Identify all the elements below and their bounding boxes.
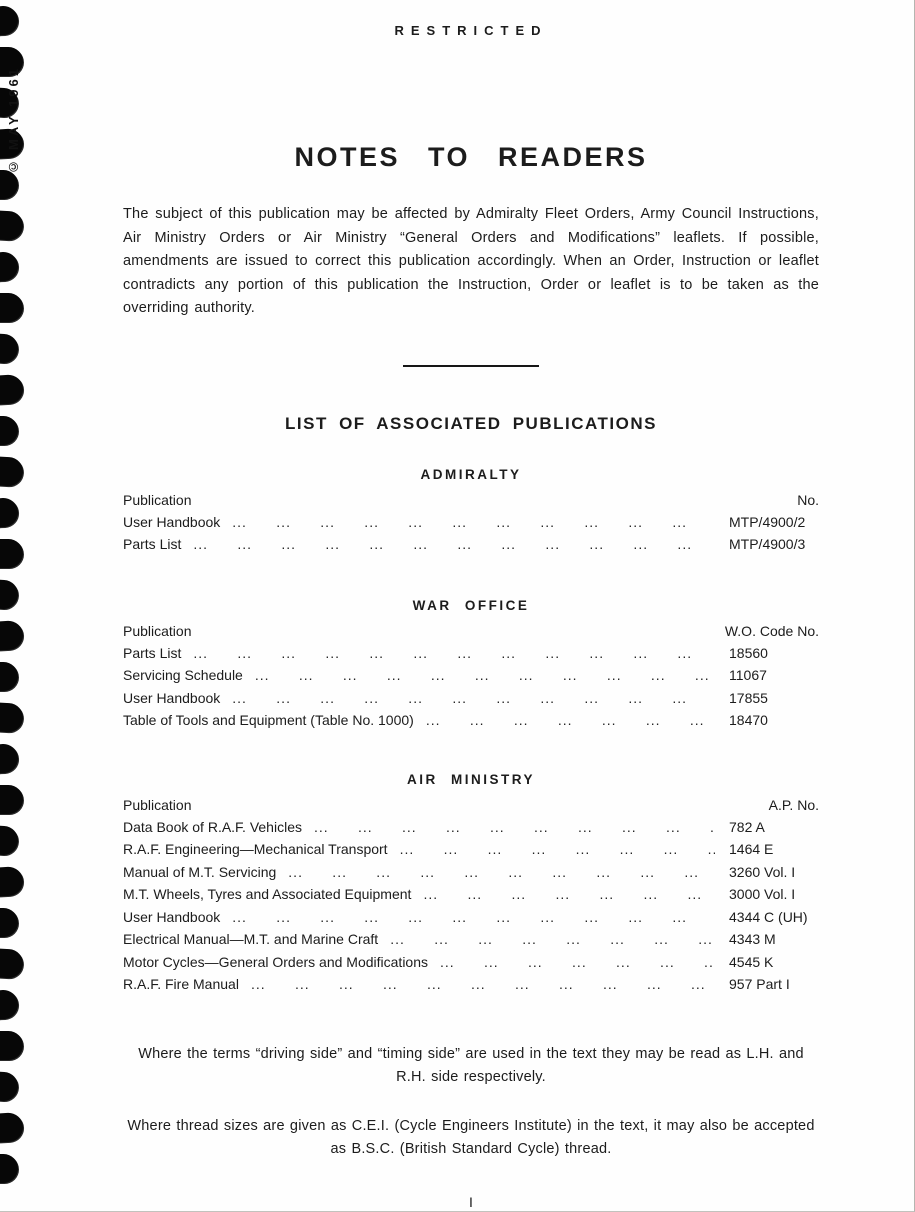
publication-title: R.A.F. Fire Manual (123, 976, 239, 992)
publication-row (123, 906, 819, 929)
column-number-label: W.O. Code No. (724, 622, 819, 639)
publication-row (123, 709, 819, 732)
publication-number: 18560 (729, 644, 768, 661)
publication-title: R.A.F. Engineering—Mechanical Transport (123, 841, 388, 857)
column-headers (123, 620, 819, 642)
publication-title: Data Book of R.A.F. Vehicles (123, 818, 302, 835)
binding-ring (0, 743, 19, 773)
binding-ring (0, 579, 19, 609)
publication-title: M.T. Wheels, Tyres and Associated Equipment (123, 886, 412, 902)
dot-leader (255, 664, 715, 687)
section-war-office (123, 598, 819, 732)
dot-leader (426, 709, 715, 732)
publication-row (123, 973, 819, 996)
binding-ring (0, 785, 23, 814)
column-number-label: No. (797, 491, 819, 508)
publication-row (123, 511, 819, 534)
dot-leader (193, 642, 715, 665)
dot-leader (400, 838, 715, 861)
column-publication-label: Publication (123, 796, 192, 813)
section-air-ministry (123, 772, 819, 996)
dot-leader (423, 883, 715, 906)
page-title: NOTES TO READERS (294, 142, 648, 172)
publication-title: Electrical Manual—M.T. and Marine Craft (123, 931, 379, 947)
publication-title: Motor Cycles—General Orders and Modifications (123, 953, 429, 970)
list-heading: LIST OF ASSOCIATED PUBLICATIONS (285, 413, 657, 433)
publication-row (123, 951, 819, 974)
publication-row (123, 533, 819, 556)
binding-ring (0, 908, 18, 937)
binding-ring (0, 662, 18, 691)
publication-row (123, 838, 819, 861)
publication-row (123, 642, 819, 665)
binding-ring (0, 210, 24, 241)
publication-row (123, 816, 819, 839)
publication-number: 18470 (729, 712, 768, 728)
section-heading: WAR OFFICE (412, 597, 530, 613)
publication-title: Table of Tools and Equipment (Table No. 1000) (123, 712, 414, 728)
publication-number: 4343 M (729, 931, 776, 947)
publication-number: MTP/4900/3 (729, 536, 806, 552)
binding-ring (0, 702, 24, 733)
dot-leader (232, 906, 715, 929)
publication-number: 3260 Vol. I (729, 863, 796, 880)
binding-ring (0, 293, 23, 322)
page-content (123, 0, 819, 1210)
binding-ring (0, 1112, 24, 1143)
dot-leader (232, 687, 715, 710)
terminology-note: Where the terms “driving side” and “timing side” are used in the text they may be read as L.H. and R.H. side respectively. (138, 1045, 804, 1085)
publication-title: Parts List (123, 536, 182, 552)
column-publication-label: Publication (123, 622, 192, 639)
publication-number: 957 Part I (729, 976, 790, 992)
binding-ring (0, 866, 24, 897)
publication-number: 782 A (729, 818, 765, 835)
binding-ring (0, 456, 24, 487)
publication-title: Servicing Schedule (123, 667, 243, 683)
dot-leader (232, 511, 715, 534)
spiral-binding (0, 0, 58, 1211)
publication-number: 3000 Vol. I (729, 886, 796, 902)
binding-ring (0, 825, 19, 855)
publication-number: 4545 K (729, 953, 774, 970)
binding-ring (0, 539, 23, 568)
dot-leader (390, 928, 715, 951)
column-headers (123, 794, 819, 816)
publication-row (123, 928, 819, 951)
publication-row (123, 861, 819, 884)
binding-ring (0, 1071, 19, 1101)
publication-title: User Handbook (123, 908, 221, 925)
dot-leader (288, 861, 715, 884)
binding-ring (0, 948, 24, 979)
binding-ring (0, 251, 19, 281)
binding-ring (0, 374, 24, 405)
publication-title: Manual of M.T. Servicing (123, 863, 277, 880)
intro-paragraph: The subject of this publication may be affected by Admiralty Fleet Orders, Army Council Instructions, Air Ministry Orders or Air Ministry “General Orders and Modifications” leaflets. If possible, amendments are issued to correct this publication accordingly. When an Order, Instruction or leaflet contradicts any portion of this publication the Instruction, Order or leaflet is to be taken as the overriding authority. (123, 206, 819, 316)
dot-leader (251, 973, 715, 996)
column-headers (123, 489, 819, 511)
thread-size-note: Where thread sizes are given as C.E.I. (Cycle Engineers Institute) in the text, it may also be accepted as B.S.C. (British Standard Cycle) thread. (127, 1117, 815, 1157)
publication-number: 4344 C (UH) (729, 908, 808, 925)
binding-ring (0, 1154, 18, 1183)
section-heading: ADMIRALTY (420, 466, 522, 482)
publication-number: 17855 (729, 689, 768, 706)
dot-leader (314, 816, 715, 839)
publication-title: Parts List (123, 644, 182, 661)
section-divider (403, 365, 539, 367)
binding-ring (0, 333, 19, 363)
publication-title: User Handbook (123, 689, 221, 706)
binding-ring (0, 989, 19, 1019)
publication-row (123, 664, 819, 687)
binding-ring (0, 620, 24, 651)
publication-row (123, 687, 819, 710)
publication-number: MTP/4900/2 (729, 513, 806, 530)
publication-title: User Handbook (123, 513, 221, 530)
binding-ring (0, 1031, 23, 1060)
dot-leader (193, 533, 715, 556)
binding-ring (0, 5, 19, 35)
publication-number: 11067 (729, 667, 767, 683)
publication-number: 1464 E (729, 841, 774, 857)
copyright-stamp: © MAY 1961 (6, 66, 21, 175)
binding-ring (0, 497, 19, 527)
binding-ring (0, 416, 18, 445)
section-heading: AIR MINISTRY (407, 771, 535, 787)
classification-header: RESTRICTED (394, 23, 548, 38)
dot-leader (440, 951, 715, 974)
column-number-label: A.P. No. (768, 796, 819, 813)
column-publication-label: Publication (123, 491, 192, 508)
publication-row (123, 883, 819, 906)
page-number: I (469, 1193, 473, 1210)
section-admiralty (123, 467, 819, 556)
